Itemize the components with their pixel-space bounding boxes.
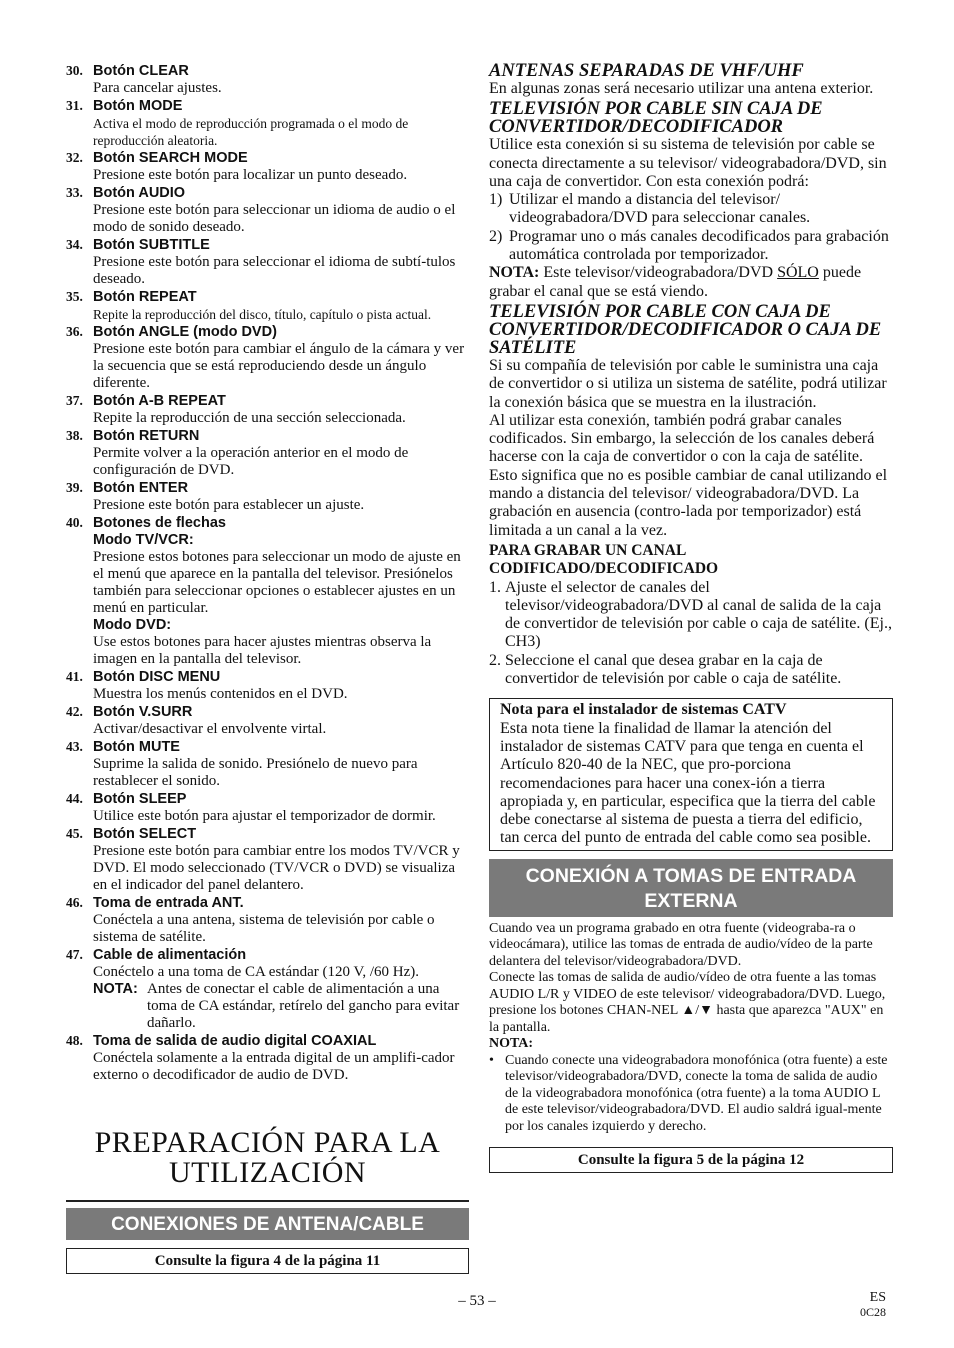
list-item-48: 48. Toma de salida de audio digital COAXIAL Conéctela solamente a la entrada digital de un amplifi-cador externo o decodificador de audio de DVD. xyxy=(66,1033,455,1083)
item-number: 33. xyxy=(66,185,83,200)
section-heading-external-input: CONEXIÓN A TOMAS DE ENTRADA EXTERNA xyxy=(489,859,893,917)
list-item: 2) Programar uno o más canales decodificados para grabación automática controlada por temporizador. xyxy=(489,227,889,264)
item-number: 41. xyxy=(66,669,83,684)
list-item xyxy=(66,392,469,427)
paragraph: Utilice esta conexión si su sistema de televisión por cable se conecta directamente a su televisor/ videograbadora/DVD, sin una caja de convertidor. Con esta conexión podrá: xyxy=(489,136,887,190)
item-description: Muestra los menús contenidos en el DVD. xyxy=(93,686,348,702)
list-item-47: 47. Cable de alimentación Conéctelo a una toma de CA estándar (120 V, /60 Hz). NOTA: Antes de conectar el cable de alimentación a una toma de CA estándar, retírelo del gancho para evitar dañarlo. xyxy=(66,947,460,1031)
item-title: Botón V.SURR xyxy=(93,704,193,720)
item-description: Para cancelar ajustes. xyxy=(93,80,222,96)
heading-cable-no-box: TELEVISIÓN POR CABLE SIN CAJA DE CONVERTIDOR/DECODIFICADOR xyxy=(489,99,823,138)
item-number: 44. xyxy=(66,791,83,806)
item-description: Presione este botón para seleccionar el idioma de subtí-tulos deseado. xyxy=(93,254,456,287)
nota-paragraph: NOTA: Este televisor/videograbadora/DVD SÓLO puede grabar el canal que se está viendo. xyxy=(489,264,862,300)
list-item xyxy=(66,323,469,392)
paragraph: Cuando vea un programa grabado en otra fuente (videograba-ra o videocámara), utilice las tomas de entrada de audio/vídeo de la parte delantera del televisor/videograbadora/DVD. xyxy=(489,920,873,969)
left-column xyxy=(66,62,469,1274)
list-item xyxy=(66,790,469,825)
item-description: Presione este botón para cambiar entre los modos TV/VCR y DVD. El modo seleccionado (TV/VCR o DVD) se visualiza en el indicador del panel delantero. xyxy=(93,843,460,893)
list-item-40: 40. Botones de flechas Modo TV/VCR: Presione estos botones para seleccionar un modo de ajuste en el menú que aparece en la pantalla del televisor. Presiónelos también para seleccionar opciones o establecer ajustes en un menú en particular. Modo DVD: Use estos botones para hacer ajustes mientras observa la imagen en la pantalla del televisor. xyxy=(66,515,461,667)
button-list-2 xyxy=(66,668,469,946)
list-item xyxy=(66,738,469,790)
heading-cable-with-box: TELEVISIÓN POR CABLE CON CAJA DE CONVERTIDOR/DECODIFICADOR O CAJA DE SATÉLITE xyxy=(489,301,882,358)
nota-label: NOTA: xyxy=(489,1036,534,1052)
item-number: 35. xyxy=(66,289,83,304)
item-number: 42. xyxy=(66,704,83,719)
item-title: Botón MUTE xyxy=(93,739,180,755)
paragraph: Al utilizar esta conexión, también podrá grabar canales codificados. Sin embargo, la selección de los canales deberá hacerse con la caja de convertidor o con la caja de satélite. Esto significa que no es posible cambiar de canal utilizando el mando a distancia del televisor/ videograbadora/DVD. La grabación en ausencia (contro-lada por temporizador) está limitada a un canal a la vez. xyxy=(489,411,888,539)
list-item xyxy=(66,149,469,184)
item-number: 37. xyxy=(66,393,83,408)
list-item: 1. Ajuste el selector de canales del televisor/videograbadora/DVD al canal de salida de la caja de convertidor de televisión por cable o caja de satélite. (Ej., CH3) xyxy=(489,578,892,651)
item-number: 32. xyxy=(66,150,83,165)
catv-note-box: Nota para el instalador de sistemas CATV Esta nota tiene la finalidad de llamar la atención del instalador de sistemas CATV para que tenga en cuenta el Artículo 820-40 de la NEC, que pro-porciona recomendaciones para hacer una conex-ión a tierra apropiada y, en particular, especifica que la tierra del cable debe conectarse al sistema de puesta a tierra del edificio, tan cerca del punto de entrada del cable como sea posible. xyxy=(489,698,893,850)
item-number: 31. xyxy=(66,98,83,113)
numbered-list xyxy=(489,191,893,264)
numbered-list xyxy=(489,579,893,689)
list-item xyxy=(66,703,469,738)
item-title: Botón SEARCH MODE xyxy=(93,150,248,166)
item-description: Activar/desactivar el envolvente virtal. xyxy=(93,721,327,737)
figure-reference-box: Consulte la figura 5 de la página 12 xyxy=(489,1147,893,1173)
paragraph: Si su compañía de televisión por cable le suministra una caja de convertidor o si utiliza un sistema de satélite, podrá utilizar la conexión básica que se muestra en la ilustración. xyxy=(489,356,887,411)
item-description: Suprime la salida de sonido. Presiónelo de nuevo para restablecer el sonido. xyxy=(93,756,418,789)
item-description: Presione este botón para localizar un punto deseado. xyxy=(93,167,408,183)
item-title: Botón A-B REPEAT xyxy=(93,393,226,409)
page-title: PREPARACIÓN PARA LA UTILIZACIÓN xyxy=(94,1126,441,1189)
item-number: 36. xyxy=(66,324,83,339)
language-code: ES 0C28 xyxy=(860,1290,887,1319)
item-number: 45. xyxy=(66,826,83,841)
item-number: 46. xyxy=(66,895,83,910)
item-description: Presione este botón para establecer un ajuste. xyxy=(93,497,365,513)
item-title: Botón SELECT xyxy=(93,826,197,842)
list-item xyxy=(66,288,469,323)
item-number: 39. xyxy=(66,480,83,495)
paragraph: Conecte las tomas de salida de audio/vídeo de otra fuente a las tomas AUDIO L/R y VIDEO de este televisor/ videograbadora/DVD. Luego, presione los botones CHAN-NEL ▲/▼ hasta que aparezca "AUX" en la pantalla. xyxy=(489,970,886,1035)
item-title: Botón SUBTITLE xyxy=(93,237,210,253)
item-description: Presione este botón para seleccionar un idioma de audio o el modo de sonido deseado. xyxy=(93,202,456,235)
list-item xyxy=(66,97,469,149)
list-item xyxy=(66,668,469,703)
item-title: Botón RETURN xyxy=(93,428,200,444)
list-item xyxy=(66,825,469,894)
item-title: Botón ENTER xyxy=(93,480,189,496)
item-description: Presione este botón para cambiar el ángulo de la cámara y ver la secuencia que se está reproduciendo desde un ángulo diferente. xyxy=(93,341,465,391)
list-item xyxy=(66,236,469,288)
list-item: 2. Seleccione el canal que desea grabar en la caja de convertidor de televisión por cable o caja de satélite. xyxy=(489,651,842,688)
item-number: 30. xyxy=(66,63,83,78)
list-item xyxy=(66,184,469,236)
item-title: Botón AUDIO xyxy=(93,185,186,201)
list-item xyxy=(66,62,469,97)
item-number: 38. xyxy=(66,428,83,443)
list-item: 1) Utilizar el mando a distancia del televisor/ videograbadora/DVD para seleccionar canales. xyxy=(489,191,811,227)
item-title: Botón MODE xyxy=(93,98,183,114)
item-number: 43. xyxy=(66,739,83,754)
list-item xyxy=(66,894,469,946)
item-description: Activa el modo de reproducción programada o el modo de reproducción aleatoria. xyxy=(93,116,409,148)
figure-reference-box: Consulte la figura 4 de la página 11 xyxy=(66,1248,469,1274)
heading-vhf-uhf: ANTENAS SEPARADAS DE VHF/UHF xyxy=(489,61,804,81)
item-title: Botón ANGLE (modo DVD) xyxy=(93,324,277,340)
item-title: Botón SLEEP xyxy=(93,791,187,807)
paragraph: En algunas zonas será necesario utilizar una antena exterior. xyxy=(489,80,874,97)
list-item: • Cuando conecte una videograbadora monofónica (otra fuente) a este televisor/videograbadora/DVD, conecte la toma de salida de audio de la videograbadora monofónica (otra fuente) a la toma AUDIO L de este televisor/videograbadora/DVD. El audio saldrá igual-mente por los canales izquierdo y derecho. xyxy=(489,1052,888,1134)
heading-record-channel: PARA GRABAR UN CANAL CODIFICADO/DECODIFICADO xyxy=(489,541,719,578)
item-description: Permite volver a la operación anterior en el modo de configuración de DVD. xyxy=(93,445,409,478)
item-description: Utilice este botón para ajustar el temporizador de dormir. xyxy=(93,808,436,824)
item-number: 34. xyxy=(66,237,83,252)
section-heading-antenna: CONEXIONES DE ANTENA/CABLE xyxy=(66,1208,469,1240)
divider xyxy=(66,1200,469,1202)
item-title: Botón REPEAT xyxy=(93,289,197,305)
page-number: – 53 – xyxy=(458,1293,496,1309)
button-list xyxy=(66,62,469,514)
list-item xyxy=(66,479,469,514)
item-title: Botón CLEAR xyxy=(93,63,189,79)
item-description: Repite la reproducción del disco, título, capítulo o pista actual. xyxy=(93,307,432,322)
item-title: Botón DISC MENU xyxy=(93,669,221,685)
item-description: Conéctela a una antena, sistema de televisión por cable o sistema de satélite. xyxy=(93,912,435,945)
item-title: Toma de entrada ANT. xyxy=(93,895,244,911)
list-item xyxy=(66,427,469,479)
right-column xyxy=(489,62,893,1173)
item-description: Repite la reproducción de una sección seleccionada. xyxy=(93,410,406,426)
